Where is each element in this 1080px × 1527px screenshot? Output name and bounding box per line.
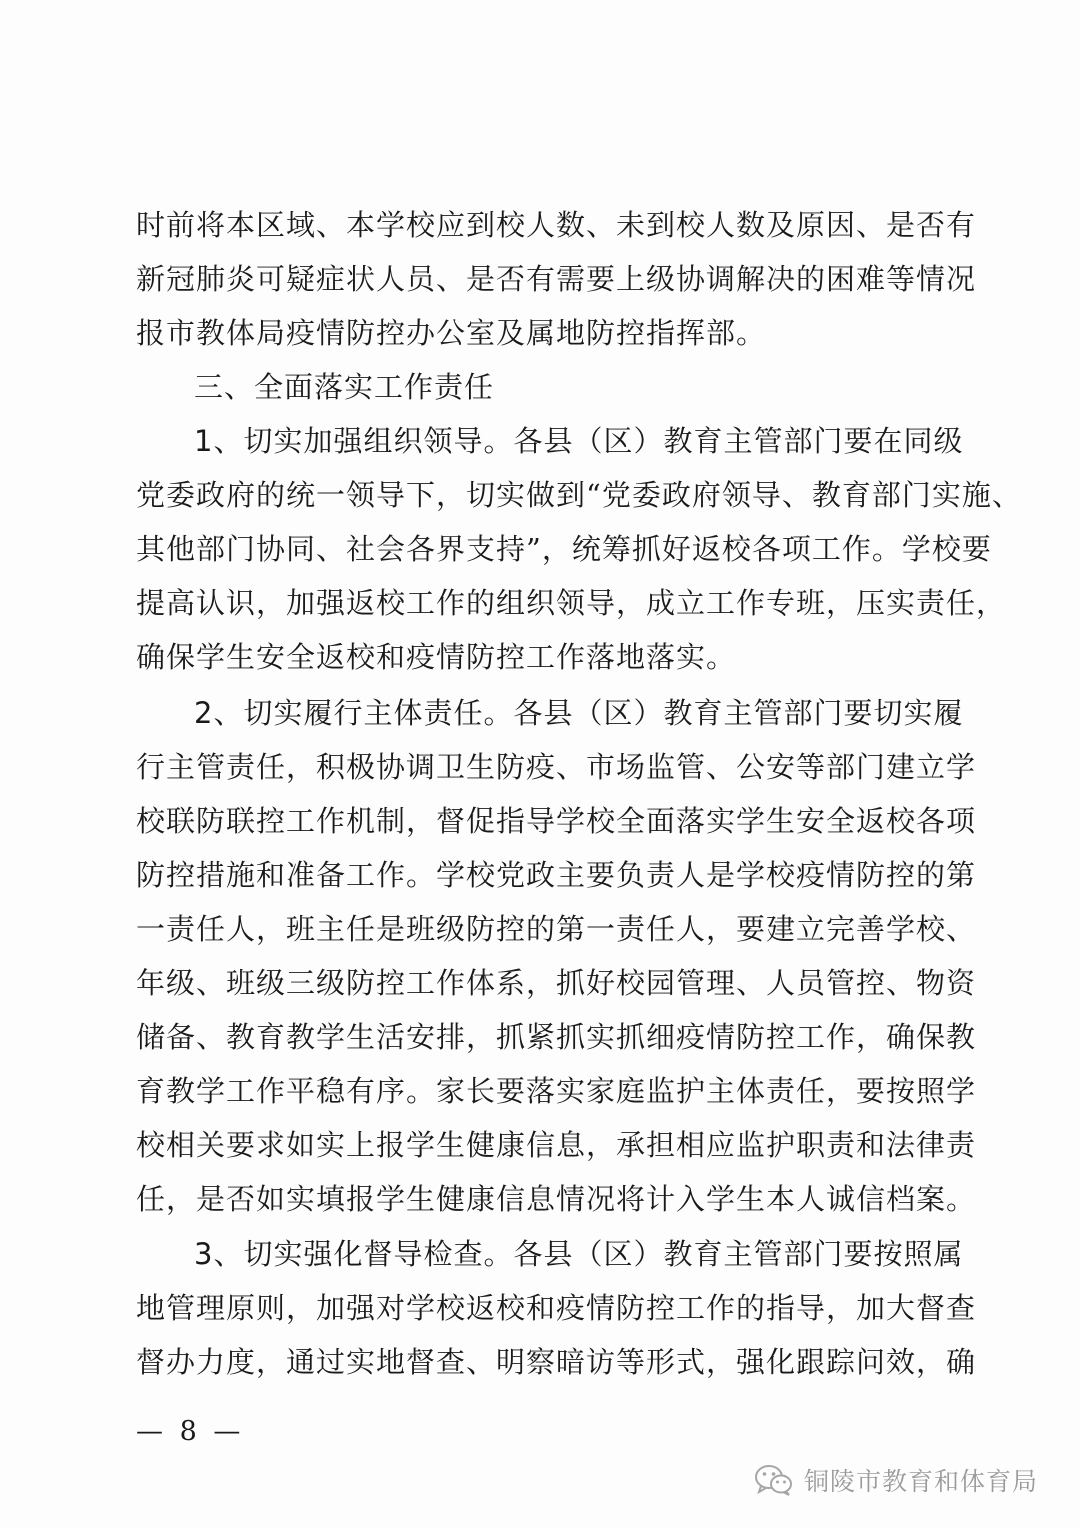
item-text: 各县（区）教育主管部门要在同级 [513,424,964,458]
text-line: 校联防联控工作机制，督促指导学校全面落实学生安全返校各项 [136,804,977,838]
page-number: — 8 — [136,1416,245,1447]
text-line: 防控措施和准备工作。学校党政主要负责人是学校疫情防控的第 [136,858,977,892]
text-line: 行主管责任，积极协调卫生防疫、市场监管、公安等部门建立学 [136,750,977,784]
watermark-text: 铜陵市教育和体育局 [803,1467,1038,1496]
wechat-icon [754,1463,794,1497]
text-line: 年级、班级三级防控工作体系，抓好校园管理、人员管控、物资 [136,966,977,1000]
text-line: 其他部门协同、社会各界支持”，统筹抓好返校各项工作。学校要 [136,532,992,566]
text-line [194,417,964,465]
text-line: 育教学工作平稳有序。家长要落实家庭监护主体责任，要按照学 [136,1074,977,1108]
text-line: 校相关要求如实上报学生健康信息，承担相应监护职责和法律责 [136,1128,977,1162]
text-line: 党委政府的统一领导下，切实做到“党委政府领导、教育部门实施、 [136,478,1022,512]
text-line: 督办力度，通过实地督查、明察暗访等形式，强化跟踪问效，确 [136,1345,977,1379]
text-line [194,1230,964,1278]
item-heading: 1、切实加强组织领导。 [194,424,514,458]
text-line: 确保学生安全返校和疫情防控工作落地落实。 [136,640,737,674]
item-text: 各县（区）教育主管部门要切实履 [513,696,964,730]
item-heading: 3、切实强化督导检查。 [194,1237,514,1271]
text-line: 提高认识，加强返校工作的组织领导，成立工作专班，压实责任， [136,586,1007,620]
text-line: 储备、教育教学生活安排，抓紧抓实抓细疫情防控工作，确保教 [136,1020,977,1054]
text-line [194,689,964,737]
item-text: 各县（区）教育主管部门要按照属 [513,1237,964,1271]
watermark [754,1460,1038,1500]
text-line: 任，是否如实填报学生健康信息情况将计入学生本人诚信档案。 [136,1182,977,1216]
text-line: 新冠肺炎可疑症状人员、是否有需要上级协调解决的困难等情况 [136,262,977,296]
text-line: 报市教体局疫情防控办公室及属地防控指挥部。 [136,316,767,350]
text-line: 一责任人，班主任是班级防控的第一责任人，要建立完善学校、 [136,912,977,946]
text-line: 地管理原则，加强对学校返校和疫情防控工作的指导，加大督查 [136,1291,977,1325]
item-heading: 2、切实履行主体责任。 [194,696,514,730]
text-line: 时前将本区域、本学校应到校人数、未到校人数及原因、是否有 [136,208,977,242]
section-heading: 三、全面落实工作责任 [194,370,495,404]
